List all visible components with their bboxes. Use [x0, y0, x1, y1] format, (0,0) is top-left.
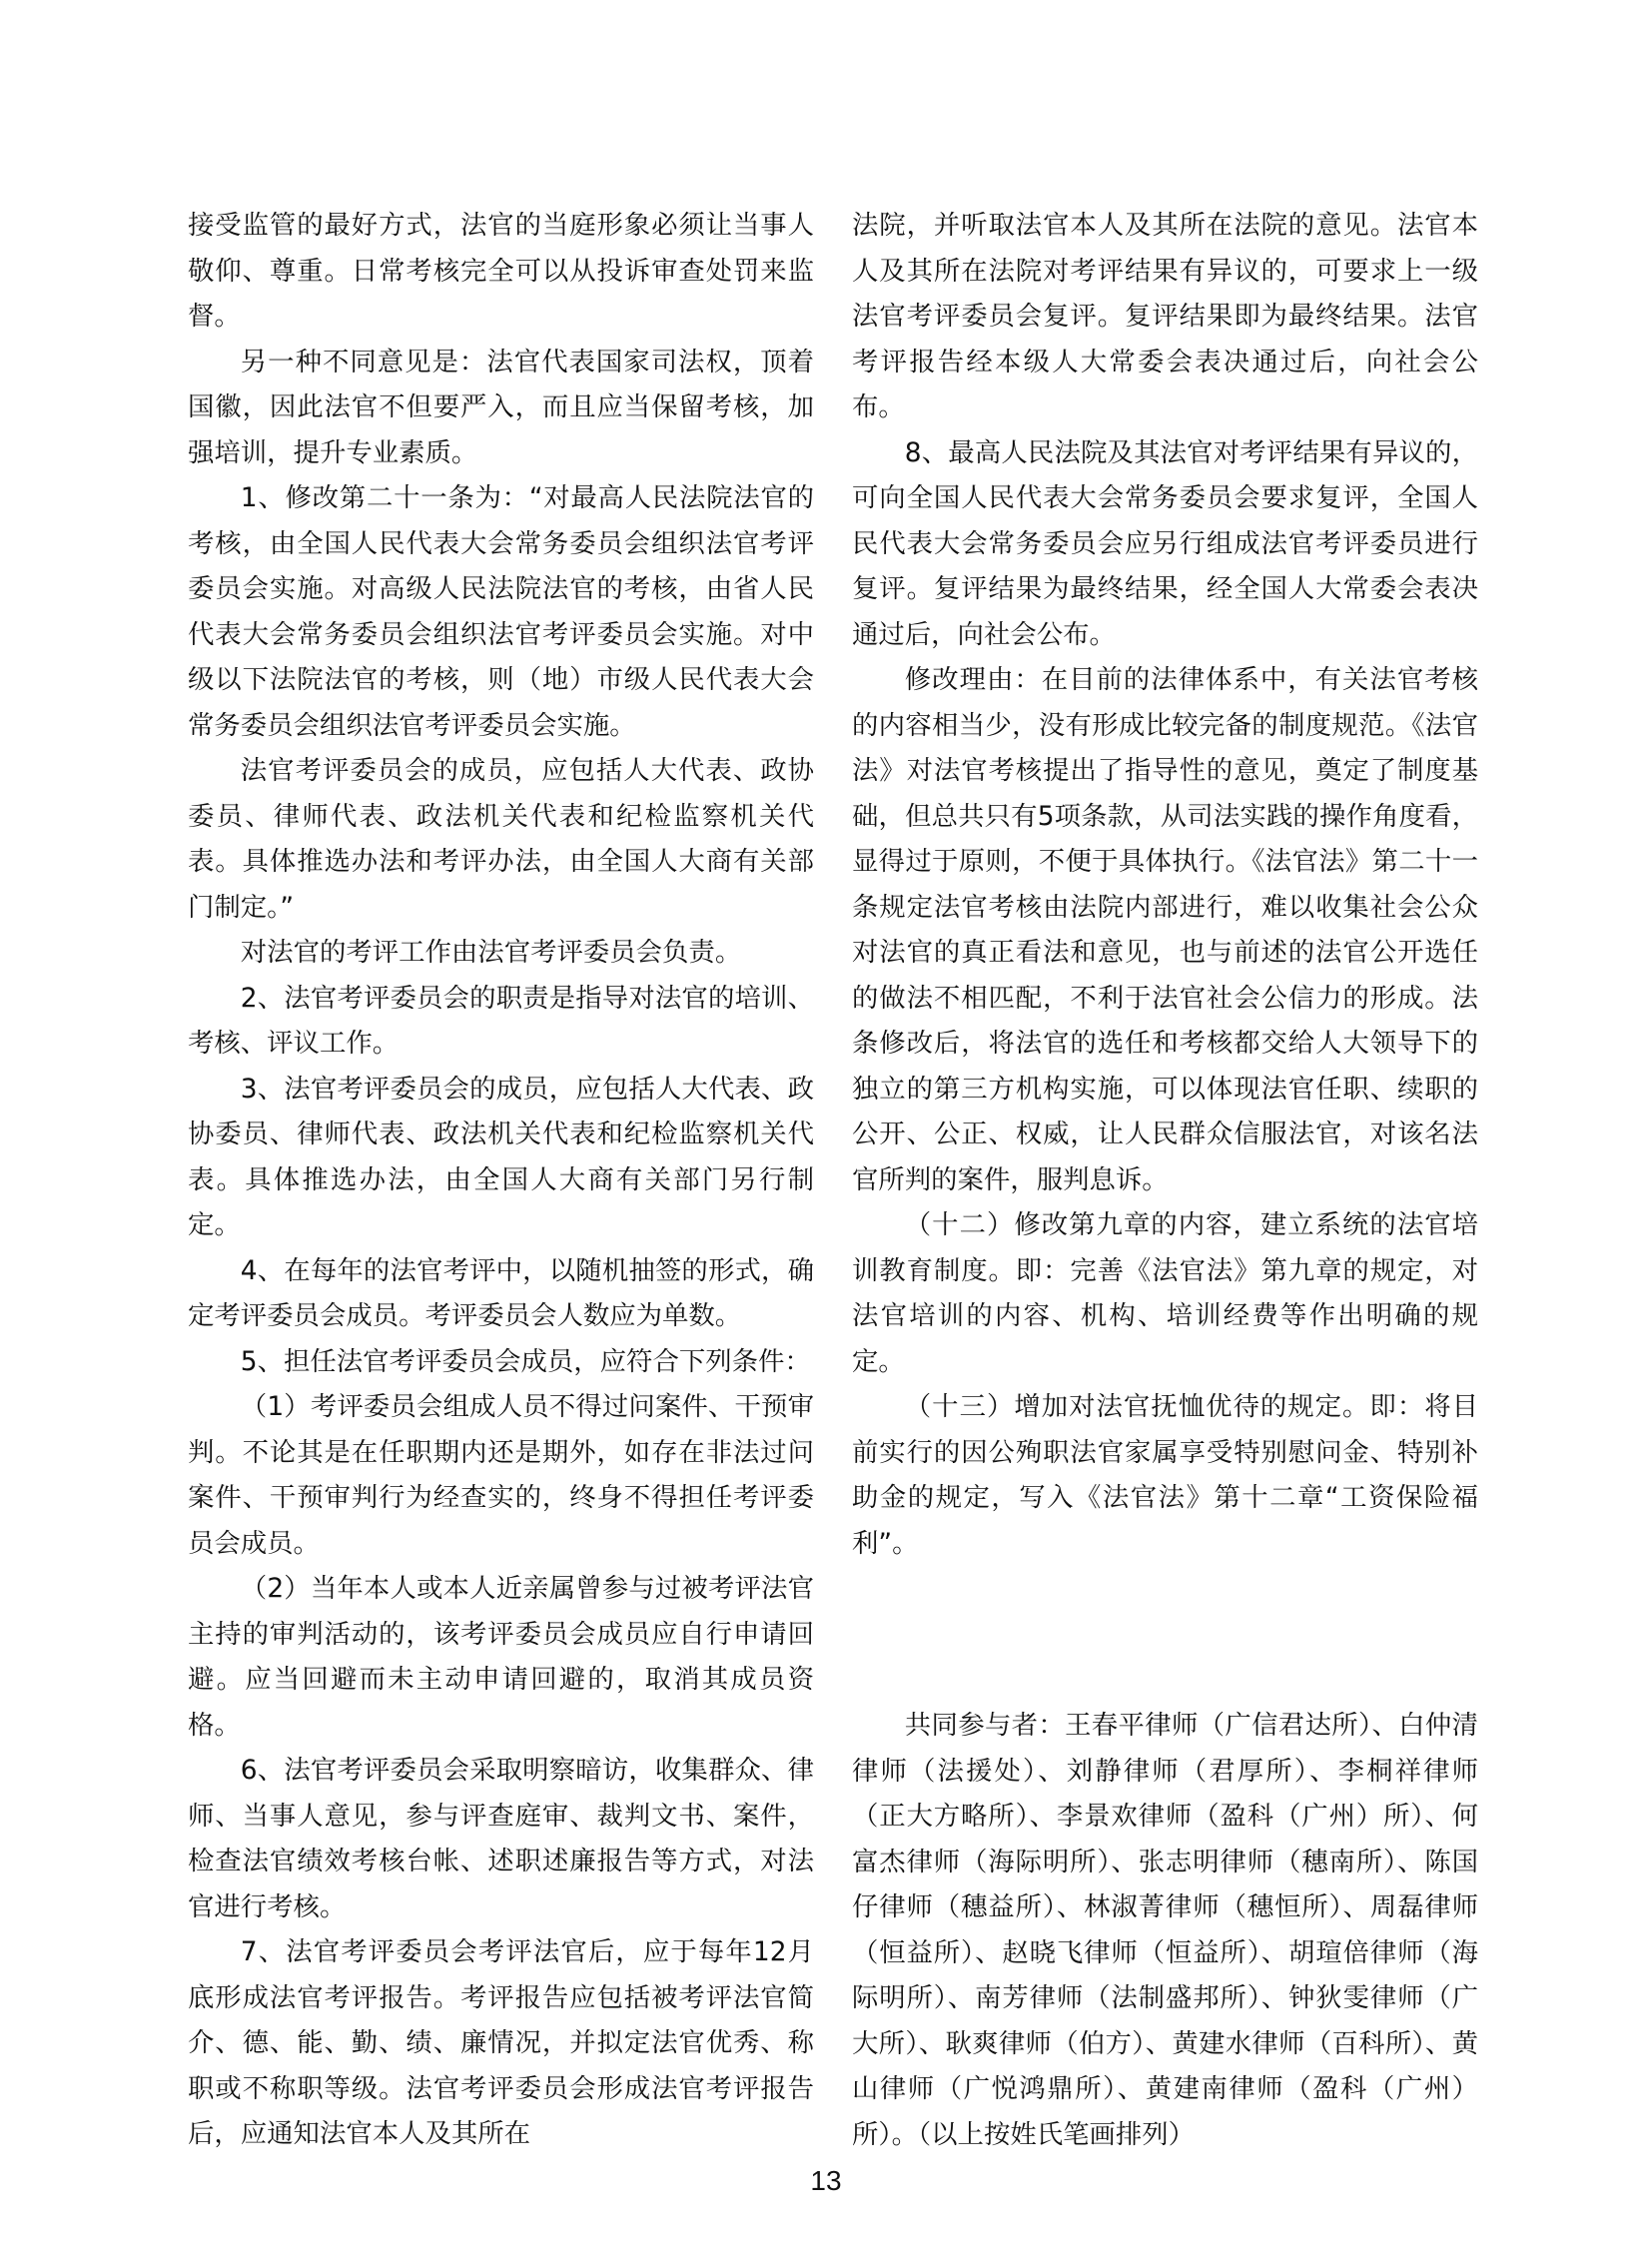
- paragraph-item-2: 2、法官考评委员会的职责是指导对法官的培训、考核、评议工作。: [188, 982, 814, 1059]
- paragraph-condition-1: （1）考评委员会组成人员不得过问案件、干预审判。不论其是在任职期内还是期外，如存在非法过问案件、干预审判行为经查实的，终身不得担任考评委员会成员。: [188, 1391, 814, 1559]
- paragraph-item-12: （十二）修改第九章的内容，建立系统的法官培训教育制度。即：完善《法官法》第九章的规定，对法官培训的内容、机构、培训经费等作出明确的规定。: [852, 1209, 1478, 1377]
- paragraph-item-8: 8、最高人民法院及其法官对考评结果有异议的，可向全国人民代表大会常务委员会要求复评，全国人民代表大会常务委员会应另行组成法官考评委员进行复评。复评结果为最终结果，经全国人大常委会表决通过后，向社会公布。: [852, 436, 1478, 650]
- paragraph-continued: 接受监管的最好方式，法官的当庭形象必须让当事人敬仰、尊重。日常考核完全可以从投诉审查处罚来监督。: [188, 210, 814, 332]
- paragraph-item-5: 5、担任法官考评委员会成员，应符合下列条件：: [240, 1345, 811, 1377]
- paragraph-item-13: （十三）增加对法官抚恤优待的规定。即：将目前实行的因公殉职法官家属享受特别慰问金、特别补助金的规定，写入《法官法》第十二章“工资保险福利”。: [852, 1391, 1478, 1559]
- paragraph-continued: 法院，并听取法官本人及其所在法院的意见。法官本人及其所在法院对考评结果有异议的，可要求上一级法官考评委员会复评。复评结果即为最终结果。法官考评报告经本级人大常委会表决通过后，向社会公布。: [852, 210, 1478, 422]
- paragraph-item-1: 1、修改第二十一条为：“对最高人民法院法官的考核，由全国人民代表大会常务委员会组织法官考评委员会实施。对高级人民法院法官的考核，由省人民代表大会常务委员会组织法官考评委员会实施。对中级以下法院法官的考核，则（地）市级人民代表大会常务委员会组织法官考评委员会实施。: [188, 482, 814, 741]
- contributors-list: 共同参与者：王春平律师（广信君达所）、白仲清律师（法援处）、刘静律师（君厚所）、李桐祥律师（正大方略所）、李景欢律师（盈科（广州）所）、何富杰律师（海际明所）、张志明律师（穗南所）、陈国仔律师（穗益所）、林淑菁律师（穗恒所）、周磊律师（恒益所）、赵晓飞律师（恒益所）、胡瑄倍律师（海际明所）、南芳律师（法制盛邦所）、钟狄雯律师（广大所）、耿爽律师（伯方）、黄建水律师（百科所）、黄山律师（广悦鸿鼎所）、黄建南律师（盈科（广州）所）。（以上按姓氏笔画排列）: [852, 1710, 1478, 2150]
- section-spacer: [852, 1566, 1478, 1703]
- left-column: [188, 203, 814, 2157]
- paragraph-committee-members: 法官考评委员会的成员，应包括人大代表、政协委员、律师代表、政法机关代表和纪检监察机关代表。具体推选办法和考评办法，由全国人大商有关部门制定。”: [188, 755, 814, 923]
- paragraph-item-3: 3、法官考评委员会的成员，应包括人大代表、政协委员、律师代表、政法机关代表和纪检监察机关代表。具体推选办法，由全国人大商有关部门另行制定。: [188, 1073, 814, 1240]
- right-column: [852, 203, 1478, 2157]
- paragraph-opposing-view: 另一种不同意见是：法官代表国家司法权，顶着国徽，因此法官不但要严入，而且应当保留考核，加强培训，提升专业素质。: [188, 346, 814, 468]
- page-number: 13: [810, 2165, 842, 2196]
- paragraph-item-6: 6、法官考评委员会采取明察暗访，收集群众、律师、当事人意见，参与评查庭审、裁判文书、案件，检查法官绩效考核台帐、述职述廉报告等方式，对法官进行考核。: [188, 1755, 814, 1922]
- paragraph-item-4: 4、在每年的法官考评中，以随机抽签的形式，确定考评委员会成员。考评委员会人数应为单数。: [188, 1254, 814, 1331]
- paragraph-committee-responsible: 对法官的考评工作由法官考评委员会负责。: [240, 937, 742, 968]
- paragraph-amendment-reason: 修改理由：在目前的法律体系中，有关法官考核的内容相当少，没有形成比较完备的制度规范。《法官法》对法官考核提出了指导性的意见，奠定了制度基础，但总共只有5项条款，从司法实践的操作角度看，显得过于原则，不便于具体执行。《法官法》第二十一条规定法官考核由法院内部进行，难以收集社会公众对法官的真正看法和意见，也与前述的法官公开选任的做法不相匹配，不利于法官社会公信力的形成。法条修改后，将法官的选任和考核都交给人大领导下的独立的第三方机构实施，可以体现法官任职、续职的公开、公正、权威，让人民群众信服法官，对该名法官所判的案件，服判息诉。: [852, 664, 1478, 1195]
- paragraph-condition-2: （2）当年本人或本人近亲属曾参与过被考评法官主持的审判活动的，该考评委员会成员应自行申请回避。应当回避而未主动申请回避的，取消其成员资格。: [188, 1573, 814, 1741]
- paragraph-item-7: 7、法官考评委员会考评法官后，应于每年12月底形成法官考评报告。考评报告应包括被考评法官简介、德、能、勤、绩、廉情况，并拟定法官优秀、称职或不称职等级。法官考评委员会形成法官考评报告后，应通知法官本人及其所在: [188, 1936, 814, 2149]
